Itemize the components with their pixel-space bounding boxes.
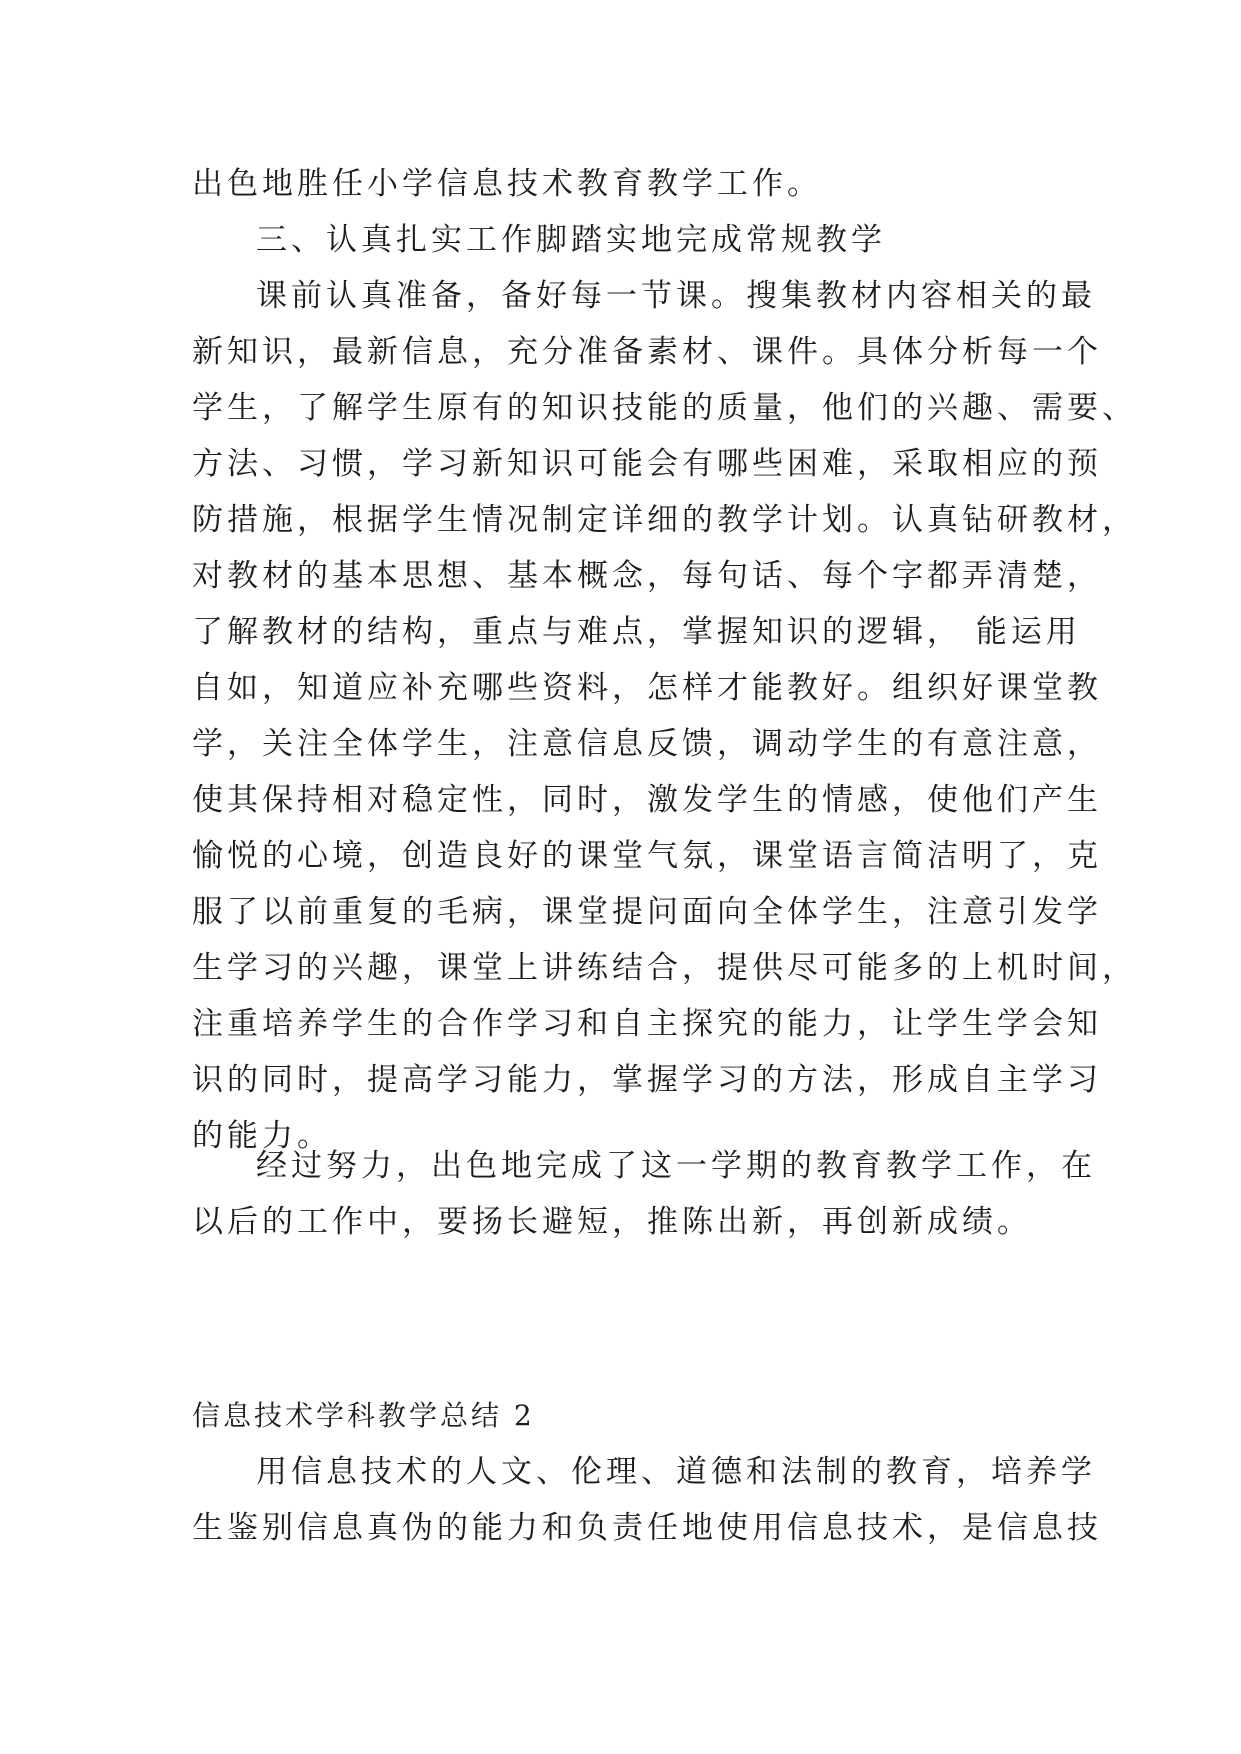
body-section-2	[192, 1138, 1096, 1250]
text-line: 学生，了解学生原有的知识技能的质量，他们的兴趣、需要、	[192, 390, 1137, 426]
text-line: 防措施，根据学生情况制定详细的教学计划。认真钻研教材，	[192, 502, 1137, 538]
section-heading: 三、认真扎实工作脚踏实地完成常规教学	[256, 222, 886, 258]
text-line: 注重培养学生的合作学习和自主探究的能力，让学生学会知	[192, 1006, 1102, 1042]
text-line: 了解教材的结构，重点与难点，掌握知识的逻辑， 能运用	[192, 614, 1081, 650]
text-line: 课前认真准备，备好每一节课。搜集教材内容相关的最	[256, 278, 1096, 314]
text-line: 生鉴别信息真伪的能力和负责任地使用信息技术，是信息技	[192, 1510, 1102, 1546]
text-line: 对教材的基本思想、基本概念，每句话、每个字都弄清楚，	[192, 558, 1102, 594]
text-line: 服了以前重复的毛病，课堂提问面向全体学生，注意引发学	[192, 894, 1102, 930]
text-line: 经过努力，出色地完成了这一学期的教育教学工作，在	[256, 1148, 1096, 1184]
text-line: 出色地胜任小学信息技术教育教学工作。	[192, 166, 822, 202]
document-title: 信息技术学科教学总结 2	[192, 1399, 535, 1432]
text-line: 方法、习惯，学习新知识可能会有哪些困难，采取相应的预	[192, 446, 1102, 482]
text-line: 识的同时，提高学习能力，掌握学习的方法，形成自主学习	[192, 1062, 1102, 1098]
text-line: 自如，知道应补充哪些资料，怎样才能教好。组织好课堂教	[192, 670, 1102, 706]
text-line: 的能力。	[192, 1118, 332, 1154]
body-section-3	[192, 1388, 1102, 1556]
text-line: 新知识，最新信息，充分准备素材、课件。具体分析每一个	[192, 334, 1102, 370]
text-line: 学，关注全体学生，注意信息反馈，调动学生的有意注意，	[192, 726, 1102, 762]
body-section-1	[192, 156, 1137, 1164]
text-line: 用信息技术的人文、伦理、道德和法制的教育，培养学	[256, 1454, 1096, 1490]
text-line: 愉悦的心境，创造良好的课堂气氛，课堂语言简洁明了，克	[192, 838, 1102, 874]
text-line: 以后的工作中，要扬长避短，推陈出新，再创新成绩。	[192, 1204, 1032, 1240]
text-line: 使其保持相对稳定性，同时，激发学生的情感，使他们产生	[192, 782, 1102, 818]
text-line: 生学习的兴趣，课堂上讲练结合，提供尽可能多的上机时间，	[192, 950, 1137, 986]
